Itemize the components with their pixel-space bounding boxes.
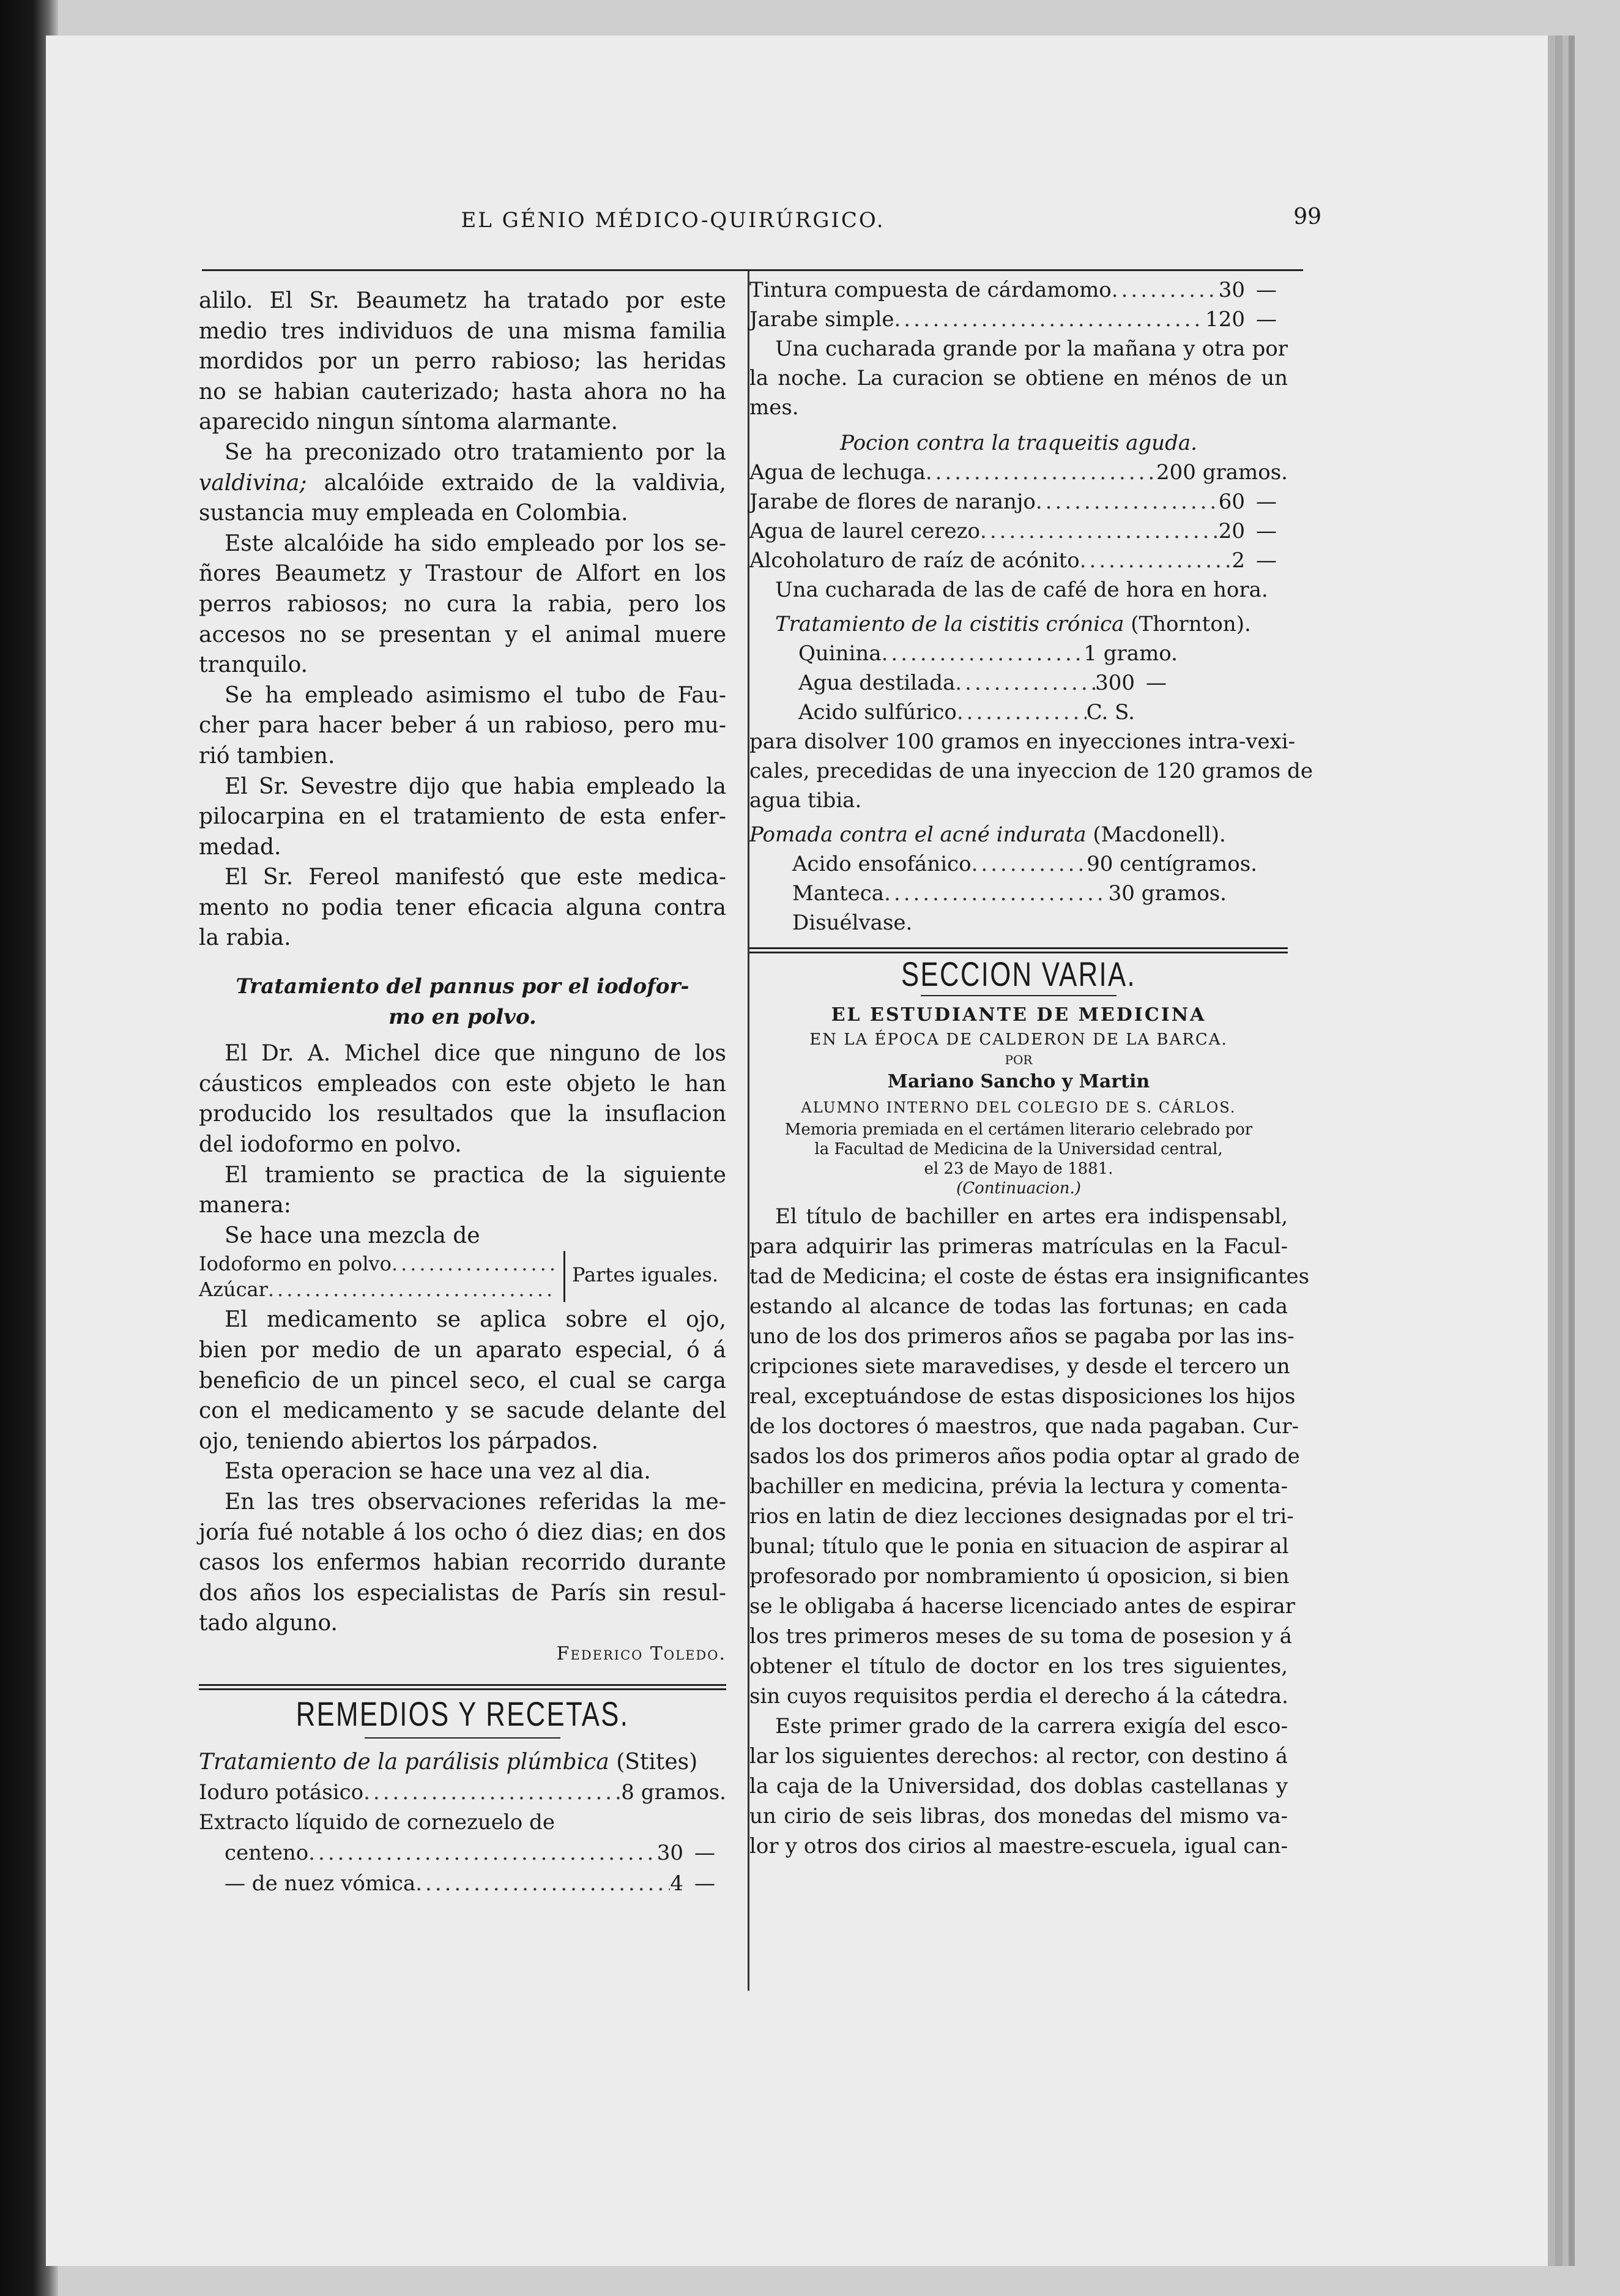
text-line: Disuélvase. — [792, 911, 913, 935]
running-header — [202, 204, 1321, 245]
text-line: Una cucharada de las de café de hora en hora. — [775, 578, 1268, 602]
article-subtitle: EN LA ÉPOCA DE CALDERON DE LA BARCA. — [809, 1031, 1228, 1049]
memoria-line: Memoria premiada en el certámen literario celebrado por — [784, 1120, 1253, 1139]
text-line: sin cuyos requisitos perdia el derecho á la cátedra. — [749, 1684, 1288, 1709]
left-column — [199, 286, 726, 1899]
bracket — [563, 1251, 565, 1302]
subheading: mo en polvo. — [388, 1004, 537, 1029]
text-line: para disolver 100 gramos en inyecciones intra-vexi- — [749, 729, 1296, 754]
text-line: sados los dos primeros años podia optar al grado de — [749, 1444, 1300, 1469]
text-line: se le obligaba á hacerse licenciado antes de espirar — [749, 1594, 1296, 1619]
author-name: Mariano Sancho y Martin — [887, 1071, 1150, 1092]
text-line: para adquirir las primeras matrículas en la Facul- — [749, 1234, 1288, 1259]
text-line: tranquilo. — [199, 652, 308, 678]
text-line: El tramiento se practica de la siguiente — [225, 1162, 726, 1188]
recipe-row: Ioduro potásico ..... 8 gramos. — [199, 1778, 726, 1808]
recipe-row: Agua de lechuga ..... 200 gramos. — [749, 458, 1288, 487]
text-line: Este alcalóide ha sido empleado por los se- — [225, 531, 726, 556]
text-line: accesos no se presentan y el animal muere — [199, 622, 726, 647]
text-line: la caja de la Universidad, dos doblas castellanas y — [749, 1774, 1288, 1798]
text-line: lor y otros dos cirios al maestre-escuela, igual can- — [749, 1834, 1288, 1858]
recipe-row: Alcoholaturo de raíz de acónito ..... 2 — — [749, 546, 1288, 575]
italic-term: valdivina; — [199, 470, 307, 496]
text-line: bunal; título que le ponia en situacion de aspirar al — [749, 1534, 1289, 1559]
text-line: obtener el título de doctor en los tres siguientes, — [749, 1654, 1288, 1679]
text-line: medad. — [199, 834, 281, 860]
memoria-line: la Facultad de Medicina de la Universidad central, — [814, 1140, 1223, 1158]
recipe-row: Manteca ..... 30 gramos. — [749, 879, 1227, 908]
author-role: ALUMNO INTERNO DEL COLEGIO DE S. CÁRLOS. — [801, 1099, 1236, 1116]
text-line: manera: — [199, 1193, 291, 1218]
recipe-row: — de nuez vómica ..... 4 — — [199, 1869, 726, 1899]
text-line: ñores Beaumetz y Trastour de Alfort en los — [199, 561, 726, 587]
text-line: mordidos por un perro rabioso; las heridas — [199, 349, 726, 375]
text-line — [199, 468, 726, 499]
text-line: joría fué notable á los ocho ó diez dias; en dos — [199, 1519, 726, 1545]
mixture-list — [199, 1251, 726, 1305]
recipe-row: Agua destilada ..... 300 — — [749, 668, 1178, 698]
text-line: uno de los dos primeros años se pagaba por las ins- — [749, 1324, 1295, 1349]
recipe-title: Pomada contra el acné indurata (Macdonell). — [749, 822, 1226, 847]
recipe-row: Extracto líquido de cornezuelo de — [199, 1810, 555, 1835]
text-line: bien por medio de un aparato especial, ó á — [199, 1338, 726, 1363]
recipe-title: Pocion contra la traqueitis aguda. — [840, 431, 1197, 455]
text-line: producido los resultados que la insuflacion — [199, 1101, 726, 1127]
text-line: cher para hacer beber á un rabioso, pero mu- — [199, 713, 726, 739]
header-rule — [202, 269, 1303, 271]
text-line: medio tres individuos de una misma familia — [199, 318, 726, 344]
text-line: El Sr. Fereol manifestó que este medica- — [225, 865, 726, 890]
text-run: alcalóide extraido de la valdivia, — [324, 470, 726, 496]
recipe-row: Quinina ..... 1 gramo. — [749, 639, 1178, 668]
text-line: rió tambien. — [199, 743, 335, 769]
section-title: SECCION VARIA. — [901, 955, 1136, 993]
text-line: no se habian cauterizado; hasta ahora no ha — [199, 379, 726, 404]
text-line: de los doctores ó maestros, que nada pagaban. Cur- — [749, 1414, 1299, 1439]
recipe-row: Agua de laurel cerezo ..... 20 — — [749, 516, 1288, 546]
text-line: Se hace una mezcla de — [225, 1223, 480, 1248]
text-line: tado alguno. — [199, 1611, 338, 1636]
text-line: tad de Medicina; el coste de éstas era insignificantes — [749, 1264, 1310, 1289]
text-line: El título de bachiller en artes era indispensabl, — [775, 1204, 1288, 1229]
text-line: dos años los especialistas de París sin resul- — [199, 1580, 726, 1606]
text-line: real, exceptuándose de estas disposiciones los hijos — [749, 1384, 1296, 1409]
text-line: cáusticos empleados con este objeto le han — [199, 1071, 726, 1097]
text-line: del iodoformo en polvo. — [199, 1132, 462, 1158]
text-line: lar los siguientes derechos: al rector, con destino á — [749, 1744, 1288, 1769]
recipe-row: Tintura compuesta de cárdamomo ..... 30 — — [749, 275, 1288, 305]
text-line: agua tibia. — [749, 788, 862, 813]
recipe-row: Jarabe de flores de naranjo ..... 60 — — [749, 487, 1288, 516]
text-line: pilocarpina en el tratamiento de esta enfer- — [199, 804, 726, 830]
text-line: con el medicamento y se sacude delante del — [199, 1398, 726, 1424]
text-line: la rabia. — [199, 925, 291, 951]
text-line: estando al alcance de todas las fortunas; en cada — [749, 1294, 1288, 1319]
article-body — [749, 1202, 1310, 1862]
text-line: bachiller en medicina, prévia la lectura y comenta- — [749, 1474, 1288, 1499]
continuacion: (Continuacion.) — [956, 1179, 1081, 1198]
recipe-row: centeno ..... 30 — — [199, 1838, 726, 1869]
memoria-line: el 23 de Mayo de 1881. — [924, 1160, 1113, 1178]
text-line: un cirio de seis libras, dos monedas del mismo va- — [749, 1804, 1288, 1828]
recipe-title: Tratamiento de la parálisis plúmbica (Stites) — [199, 1750, 698, 1775]
text-line: Se ha empleado asimismo el tubo de Fau- — [225, 682, 726, 708]
recipe-row: Acido sulfúrico ..... C. S. — [749, 698, 1178, 727]
text-line: sustancia muy empleada en Colombia. — [199, 501, 628, 526]
text-line: la noche. La curacion se obtiene en ménos de un — [749, 366, 1288, 390]
article-title: EL ESTUDIANTE DE MEDICINA — [831, 1004, 1206, 1026]
right-column — [749, 275, 1313, 1862]
byline-por: POR — [1005, 1053, 1033, 1067]
recipe-title: Tratamiento de la cistitis crónica (Thornton). — [775, 612, 1251, 636]
text-line: Este primer grado de la carrera exigía del esco- — [775, 1714, 1288, 1739]
text-line: mento no podia tener eficacia alguna contra — [199, 895, 726, 920]
text-line: Una cucharada grande por la mañana y otra por — [775, 337, 1288, 361]
text-line: alilo. El Sr. Beaumetz ha tratado por este — [199, 288, 726, 313]
text-line: Esta operacion se hace una vez al dia. — [225, 1459, 651, 1485]
text-line: casos los enfermos habian recorrido durante — [199, 1550, 726, 1576]
mixture-item: Azúcar ..... — [199, 1277, 554, 1302]
section-title: REMEDIOS Y RECETAS. — [295, 1694, 630, 1733]
recipe-row: Jarabe simple ..... 120 — — [749, 305, 1288, 334]
text-line: Se ha preconizado otro tratamiento por la — [225, 439, 726, 465]
section-rule — [749, 947, 1288, 953]
text-line: cripciones siete maravedises, y desde el tercero un — [749, 1354, 1290, 1379]
page-number: 99 — [1293, 204, 1321, 229]
text-line: profesorado por nombramiento ú oposicion, si bien — [749, 1564, 1290, 1589]
text-line: beneficio de un pincel seco, el cual se carga — [199, 1368, 726, 1393]
text-line: los tres primeros meses de su toma de posesion y á — [749, 1624, 1292, 1649]
text-line: cales, precedidas de una inyeccion de 120 gramos de — [749, 759, 1313, 783]
recipe-row: Acido ensofánico ..... 90 centígramos. — [749, 849, 1257, 879]
subheading: Tratamiento del pannus por el iodofor- — [236, 974, 689, 999]
signature: Federico Toledo. — [556, 1642, 726, 1664]
running-title: EL GÉNIO MÉDICO-QUIRÚRGICO. — [461, 208, 885, 233]
text-line: El Sr. Sevestre dijo que habia empleado la — [225, 773, 726, 799]
mixture-item: Iodoformo en polvo ..... — [199, 1251, 554, 1277]
text-line: En las tres observaciones referidas la me- — [225, 1489, 726, 1515]
text-line: El medicamento se aplica sobre el ojo, — [225, 1307, 726, 1333]
text-line: El Dr. A. Michel dice que ninguno de los — [225, 1041, 726, 1067]
mixture-note: Partes iguales. — [572, 1263, 719, 1287]
text-line: ojo, teniendo abiertos los párpados. — [199, 1428, 599, 1454]
text-line: mes. — [749, 395, 799, 420]
text-line: rios en latin de diez lecciones designadas por el tri- — [749, 1504, 1294, 1529]
text-line: aparecido ningun síntoma alarmante. — [199, 409, 619, 435]
section-rule — [199, 1684, 726, 1690]
text-line: perros rabiosos; no cura la rabia, pero los — [199, 591, 726, 617]
